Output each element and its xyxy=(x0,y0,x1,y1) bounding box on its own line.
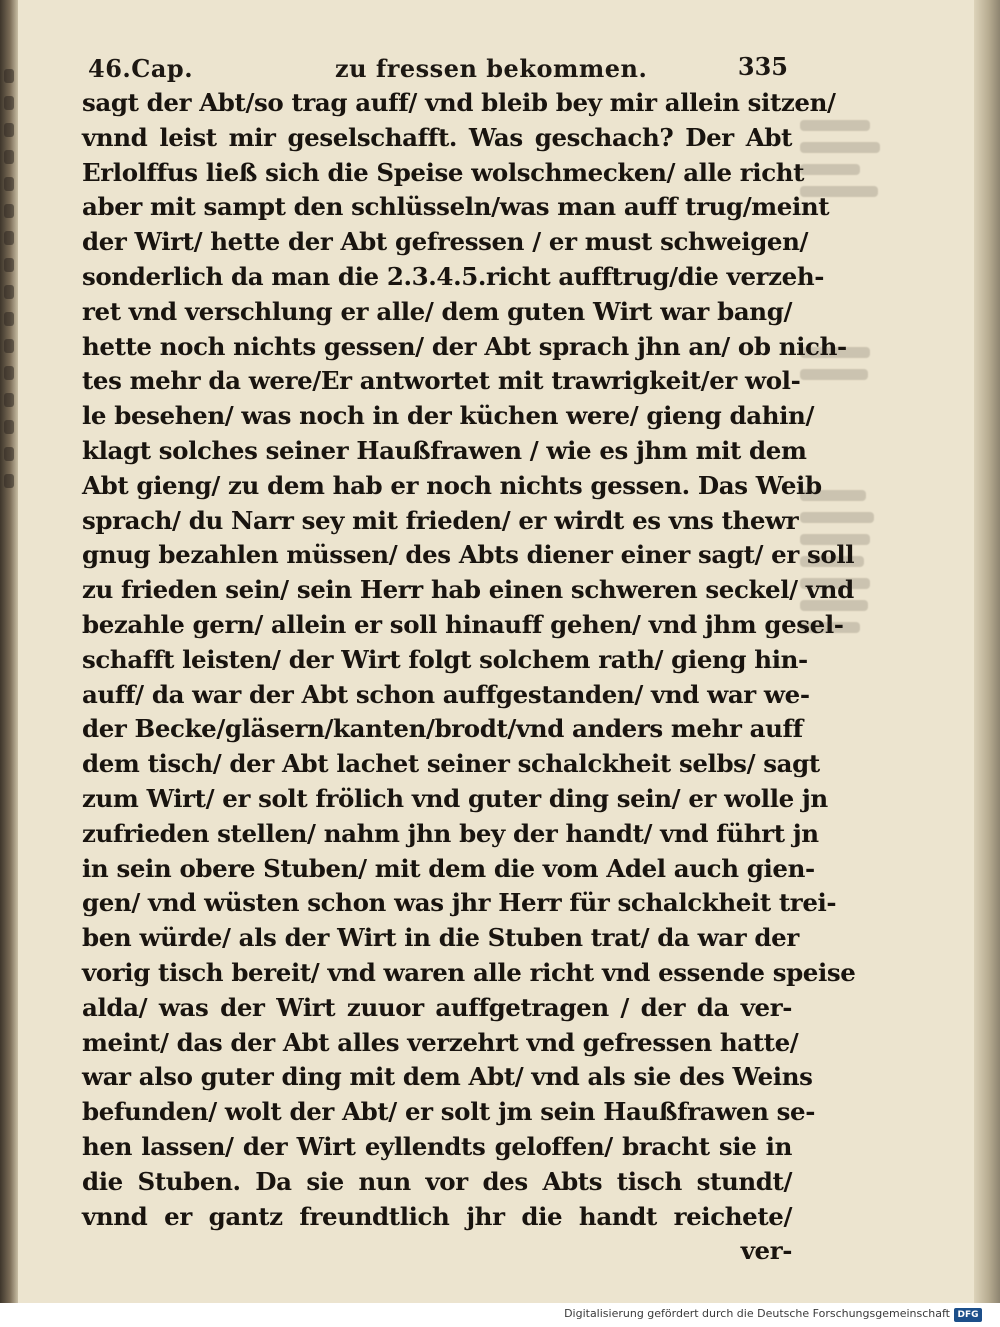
dfg-logo: DFG xyxy=(954,1308,982,1322)
text-line: war also guter ding mit dem Abt/ vnd als sie des Weins xyxy=(82,1062,813,1092)
text-line: ben würde/ als der Wirt in die Stuben trat/ da war der xyxy=(82,923,799,953)
text-line: befunden/ wolt der Abt/ er solt jm sein Haußfrawen se- xyxy=(82,1097,815,1127)
text-line: zu frieden sein/ sein Herr hab einen schweren seckel/ vnd xyxy=(82,575,854,605)
text-line: schafft leisten/ der Wirt folgt solchem rath/ gieng hin- xyxy=(82,644,808,674)
running-header xyxy=(88,50,788,86)
text-line: vnnd er gantz freundtlich jhr die handt reichete/ xyxy=(82,1201,792,1231)
text-line: alda/ was der Wirt zuuor auffgetragen / der da ver- xyxy=(82,992,792,1022)
text-line: gen/ vnd wüsten schon was jhr Herr für schalckheit trei- xyxy=(82,888,837,918)
running-title: zu fressen bekommen. xyxy=(335,54,648,83)
text-line: in sein obere Stuben/ mit dem die vom Adel auch gien- xyxy=(82,853,815,883)
text-line: sonderlich da man die 2.3.4.5.richt aufftrug/die verzeh- xyxy=(82,261,825,291)
text-line: hette noch nichts gessen/ der Abt sprach jhn an/ ob nich- xyxy=(82,331,847,361)
text-line: Abt gieng/ zu dem hab er noch nichts gessen. Das Weib xyxy=(82,470,822,500)
text-line: zufrieden stellen/ nahm jhn bey der handt/ vnd führt jn xyxy=(82,818,819,848)
text-line: gnug bezahlen müssen/ des Abts diener einer sagt/ er soll xyxy=(82,540,855,570)
digitization-footer xyxy=(0,1303,1000,1327)
text-line: hen lassen/ der Wirt eyllendts geloffen/ bracht sie in xyxy=(82,1131,792,1161)
text-line: aber mit sampt den schlüsseln/was man auff trug/meint xyxy=(82,192,830,222)
page-edge xyxy=(974,0,1000,1303)
text-line: der Wirt/ hette der Abt gefressen / er must schweigen/ xyxy=(82,227,809,257)
text-line: vnnd leist mir geselschafft. Was geschach? Der Abt xyxy=(82,122,792,152)
text-line: vorig tisch bereit/ vnd waren alle richt vnd essende speise xyxy=(82,957,856,987)
text-line: tes mehr da were/Er antwortet mit trawrigkeit/er wol- xyxy=(82,366,801,396)
text-line: le besehen/ was noch in der küchen were/ gieng dahin/ xyxy=(82,401,815,431)
page-number: 335 xyxy=(737,52,788,81)
text-line: sagt der Abt/so trag auff/ vnd bleib bey mir allein sitzen/ xyxy=(82,88,836,117)
text-line: klagt solches seiner Haußfrawen / wie es jhm mit dem xyxy=(82,435,807,465)
facing-page-edge xyxy=(2,60,16,780)
text-line: auff/ da war der Abt schon auffgestanden/ vnd war we- xyxy=(82,679,810,709)
text-line: sprach/ du Narr sey mit frieden/ er wirdt es vns thewr xyxy=(82,505,799,535)
text-line: dem tisch/ der Abt lachet seiner schalckheit selbs/ sagt xyxy=(82,749,820,779)
body-text xyxy=(82,86,856,1269)
catchword: ver- xyxy=(740,1236,792,1266)
text-line: zum Wirt/ er solt frölich vnd guter ding sein/ er wolle jn xyxy=(82,783,828,813)
text-line: bezahle gern/ allein er soll hinauff gehen/ vnd jhm gesel- xyxy=(82,609,844,639)
text-line: der Becke/gläsern/kanten/brodt/vnd anders mehr auff xyxy=(82,714,803,744)
funding-credit: Digitalisierung gefördert durch die Deutsche Forschungsgemeinschaft xyxy=(564,1307,950,1320)
text-line: ret vnd verschlung er alle/ dem guten Wirt war bang/ xyxy=(82,296,792,326)
text-line: Erlolffus ließ sich die Speise wolschmecken/ alle richt xyxy=(82,157,805,187)
chapter-label: 46.Cap. xyxy=(88,54,194,83)
text-line: meint/ das der Abt alles verzehrt vnd gefressen hatte/ xyxy=(82,1027,799,1057)
text-line: die Stuben. Da sie nun vor des Abts tisch stundt/ xyxy=(82,1166,792,1196)
